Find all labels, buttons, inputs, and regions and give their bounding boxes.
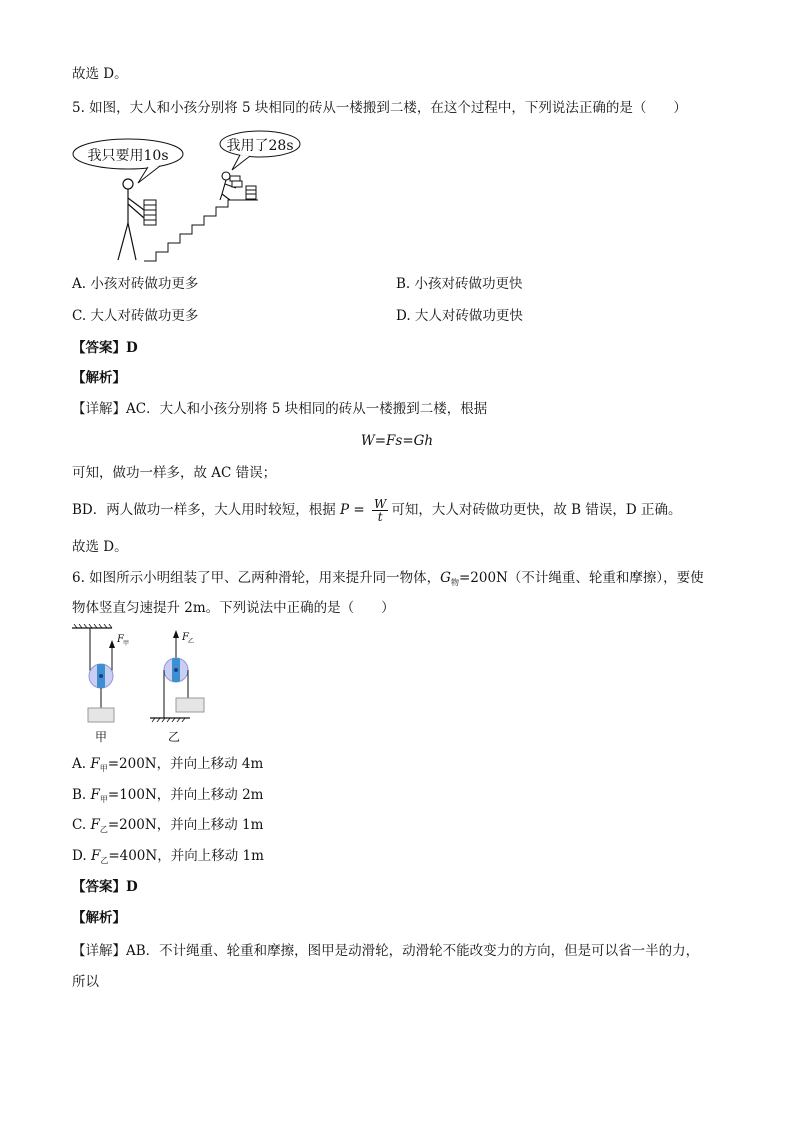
option-force: F (90, 787, 100, 803)
option-force: F (90, 848, 101, 864)
option-force-sub: 乙 (99, 825, 108, 834)
q5-detail: 【详解】AC．大人和小孩分别将 5 块相同的砖从一楼搬到二楼，根据 (72, 401, 488, 417)
q6-option-d (72, 846, 264, 871)
child-bricks (230, 176, 256, 199)
fraction-numerator: W (374, 497, 387, 511)
q5-power-lhs: P = (340, 502, 365, 518)
fraction-denominator: t (377, 510, 383, 524)
option-prefix: C. (72, 817, 91, 833)
pulley-jia (72, 624, 129, 744)
q5-option-a: A. 小孩对砖做功更多 (72, 276, 199, 292)
q5-line3-pre: BD．两人做功一样多，大人用时较短，根据 (72, 502, 336, 518)
q6-option-b (72, 785, 263, 810)
q6-option-a (72, 754, 263, 779)
label-yi: 乙 (167, 730, 181, 744)
q5-power-fraction (372, 498, 388, 523)
q5-conclusion: 故选 D。 (72, 539, 128, 555)
q5-figure (70, 128, 310, 264)
staircase (144, 200, 258, 261)
q6-stem-post: =200N（不计绳重、轮重和摩擦），要使 (458, 570, 704, 586)
option-prefix: D. (72, 848, 91, 864)
q6-G: G (440, 570, 451, 586)
option-rest: =100N，并向上移动 2m (107, 787, 264, 803)
q6-G-sub: 物 (450, 578, 459, 587)
q5-option-c: C. 大人对砖做功更多 (72, 308, 199, 324)
label-jia: 甲 (94, 730, 108, 744)
q6-detail: 【详解】AB．不计绳重、轮重和摩擦，图甲是动滑轮，动滑轮不能改变力的方向，但是可以省一半的力， (72, 943, 700, 959)
option-force-sub: 乙 (100, 856, 109, 865)
option-rest: =200N，并向上移动 1m (107, 817, 264, 833)
q6-stem-line2: 物体竖直匀速提升 2m。下列说法中正确的是（ ） (72, 600, 395, 616)
force-yi-sub: 乙 (188, 638, 195, 645)
q6-analysis-heading: 【解析】 (72, 910, 126, 926)
q5-option-d: D. 大人对砖做功更快 (396, 308, 523, 324)
option-prefix: A. (72, 756, 91, 772)
force-yi-label: F (182, 632, 189, 643)
q6-option-c (72, 815, 263, 840)
option-force: F (90, 817, 100, 833)
option-rest: =200N，并向上移动 4m (107, 756, 264, 772)
q5-option-b: B. 小孩对砖做功更快 (396, 276, 523, 292)
adult-bricks (144, 200, 156, 225)
option-rest: =400N，并向上移动 1m (108, 848, 264, 864)
option-force-sub: 甲 (99, 795, 108, 804)
q6-stem (72, 568, 704, 593)
force-jia-sub: 甲 (123, 640, 130, 647)
q6-stem-pre: 6. 如图所示小明组装了甲、乙两种滑轮，用来提升同一物体， (72, 570, 441, 586)
option-force-sub: 甲 (99, 764, 108, 773)
option-force: F (90, 756, 100, 772)
option-prefix: B. (72, 787, 91, 803)
q5-line2: 可知，做功一样多，故 AC 错误； (72, 465, 277, 481)
q5-stem: 5. 如图，大人和小孩分别将 5 块相同的砖从一楼搬到二楼，在这个过程中，下列说法正确的是（ ） (72, 100, 687, 116)
q5-line3 (72, 498, 682, 523)
q6-detail-line2: 所以 (72, 974, 99, 990)
q5-analysis-heading: 【解析】 (72, 370, 126, 386)
q6-answer: 【答案】D (72, 879, 138, 895)
child-speech-text: 我用了28s (226, 138, 294, 154)
q5-answer: 【答案】D (72, 340, 138, 356)
q6-figure (66, 624, 216, 744)
q5-line3-post: 可知，大人对砖做功更快，故 B 错误，D 正确。 (391, 502, 682, 518)
prev-conclusion: 故选 D。 (72, 66, 128, 82)
pulley-yi (150, 630, 204, 744)
force-jia-label: F (117, 634, 124, 645)
q5-formula: W=Fs=Gh (360, 433, 434, 449)
adult-speech-text: 我只要用10s (87, 148, 169, 164)
